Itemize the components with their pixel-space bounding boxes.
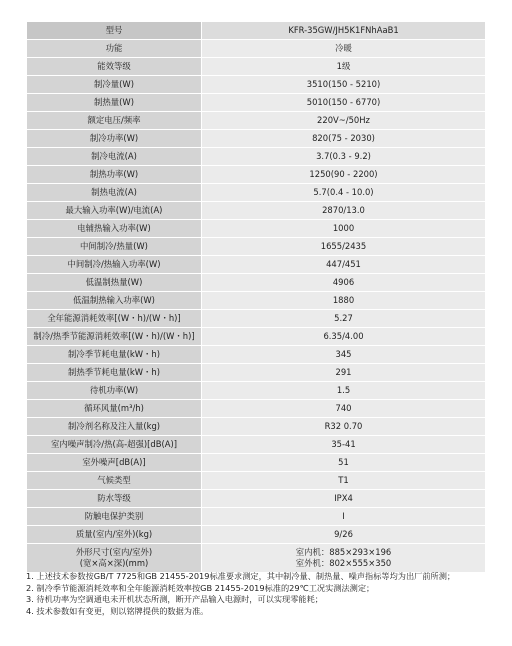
row-label: 功能 [27, 40, 202, 58]
table-row [27, 310, 486, 328]
row-value: 4906 [202, 274, 486, 292]
table-row [27, 346, 486, 364]
table-row [27, 274, 486, 292]
row-label: 低温制热输入功率(W) [27, 292, 202, 310]
table-row [27, 166, 486, 184]
row-value: 6.35/4.00 [202, 328, 486, 346]
row-value: IPX4 [202, 490, 486, 508]
row-value: 5.27 [202, 310, 486, 328]
dimensions-value-line1: 室内机：885×293×196 [295, 547, 392, 557]
table-row [27, 256, 486, 274]
table-header-row [27, 22, 486, 40]
table-row [27, 418, 486, 436]
row-value: 3.7(0.3 - 9.2) [202, 148, 486, 166]
model-label: 型号 [27, 22, 202, 40]
row-label: 全年能源消耗效率[(W・h)/(W・h)] [27, 310, 202, 328]
table-row [27, 76, 486, 94]
table-row [27, 472, 486, 490]
footnotes [26, 571, 496, 617]
note-item: 3. 待机功率为空调通电未开机状态所测，断开产品输入电源时，可以实现零能耗； [26, 594, 323, 605]
row-value: 5.7(0.4 - 10.0) [202, 184, 486, 202]
row-value: 1880 [202, 292, 486, 310]
table-row [27, 40, 486, 58]
table-row [27, 364, 486, 382]
dimensions-label [27, 544, 202, 573]
row-value: 35-41 [202, 436, 486, 454]
table-row [27, 148, 486, 166]
table-row [27, 202, 486, 220]
dimensions-row [27, 544, 486, 573]
spec-table-body [27, 22, 486, 544]
row-label: 质量(室内/室外)(kg) [27, 526, 202, 544]
table-row [27, 292, 486, 310]
row-value: 1655/2435 [202, 238, 486, 256]
row-label: 待机功率(W) [27, 382, 202, 400]
row-label: 制热季节耗电量(kW・h) [27, 364, 202, 382]
table-row [27, 328, 486, 346]
row-label: 制热电流(A) [27, 184, 202, 202]
table-row [27, 94, 486, 112]
row-label: 低温制热量(W) [27, 274, 202, 292]
row-label: 防水等级 [27, 490, 202, 508]
row-value: 9/26 [202, 526, 486, 544]
dimensions-label-line1: 外形尺寸(室内/室外) [75, 547, 153, 557]
table-row [27, 112, 486, 130]
note-item: 2. 制冷季节能源消耗效率和全年能源消耗效率按GB 21455-2019标准的29℃工况实测法测定； [26, 582, 375, 593]
row-label: 制冷剂名称及注入量(kg) [27, 418, 202, 436]
row-label: 最大输入功率(W)/电流(A) [27, 202, 202, 220]
model-value: KFR-35GW/JH5K1FNhAaB1 [202, 22, 486, 40]
row-label: 气候类型 [27, 472, 202, 490]
row-value: 1000 [202, 220, 486, 238]
dimensions-value-line2: 室外机：802×555×350 [295, 558, 392, 568]
row-value: 1.5 [202, 382, 486, 400]
row-value: I [202, 508, 486, 526]
row-value: 291 [202, 364, 486, 382]
row-value: 1级 [202, 58, 486, 76]
row-label: 制热量(W) [27, 94, 202, 112]
dimensions-value [202, 544, 486, 573]
row-value: R32 0.70 [202, 418, 486, 436]
row-value: 820(75 - 2030) [202, 130, 486, 148]
row-value: 冷暖 [202, 40, 486, 58]
row-value: 51 [202, 454, 486, 472]
row-label: 制热功率(W) [27, 166, 202, 184]
row-value: 2870/13.0 [202, 202, 486, 220]
table-row [27, 490, 486, 508]
row-value: 1250(90 - 2200) [202, 166, 486, 184]
row-label: 制冷季节耗电量(kW・h) [27, 346, 202, 364]
row-label: 室内噪声制冷/热(高-超强)[dB(A)] [27, 436, 202, 454]
row-value: 220V~/50Hz [202, 112, 486, 130]
table-row [27, 454, 486, 472]
dimensions-label-line2: (宽×高×深)(mm) [79, 558, 149, 568]
table-row [27, 508, 486, 526]
table-row [27, 400, 486, 418]
row-value: 345 [202, 346, 486, 364]
row-label: 室外噪声[dB(A)] [27, 454, 202, 472]
note-item: 4. 技术参数如有变更，则以铭牌提供的数据为准。 [26, 605, 209, 616]
row-label: 循环风量(m³/h) [27, 400, 202, 418]
row-value: T1 [202, 472, 486, 490]
table-row [27, 238, 486, 256]
row-label: 中间制冷/热输入功率(W) [27, 256, 202, 274]
spec-table-footer [27, 544, 486, 573]
table-row [27, 382, 486, 400]
table-row [27, 220, 486, 238]
row-label: 额定电压/频率 [27, 112, 202, 130]
row-label: 制冷/热季节能源消耗效率[(W・h)/(W・h)] [27, 328, 202, 346]
row-label: 中间制冷/热量(W) [27, 238, 202, 256]
row-label: 制冷功率(W) [27, 130, 202, 148]
row-value: 5010(150 - 6770) [202, 94, 486, 112]
row-value: 3510(150 - 5210) [202, 76, 486, 94]
table-row [27, 184, 486, 202]
spec-table [26, 21, 486, 573]
table-row [27, 526, 486, 544]
row-label: 防触电保护类别 [27, 508, 202, 526]
note-item: 1. 上述技术参数按GB/T 7725和GB 21455-2019标准要求测定，其中制冷量、制热量、噪声指标等均为出厂前所测； [26, 571, 456, 581]
table-row [27, 436, 486, 454]
row-label: 制冷量(W) [27, 76, 202, 94]
table-row [27, 58, 486, 76]
table-row [27, 130, 486, 148]
row-value: 740 [202, 400, 486, 418]
row-value: 447/451 [202, 256, 486, 274]
row-label: 电辅热输入功率(W) [27, 220, 202, 238]
row-label: 制冷电流(A) [27, 148, 202, 166]
row-label: 能效等级 [27, 58, 202, 76]
